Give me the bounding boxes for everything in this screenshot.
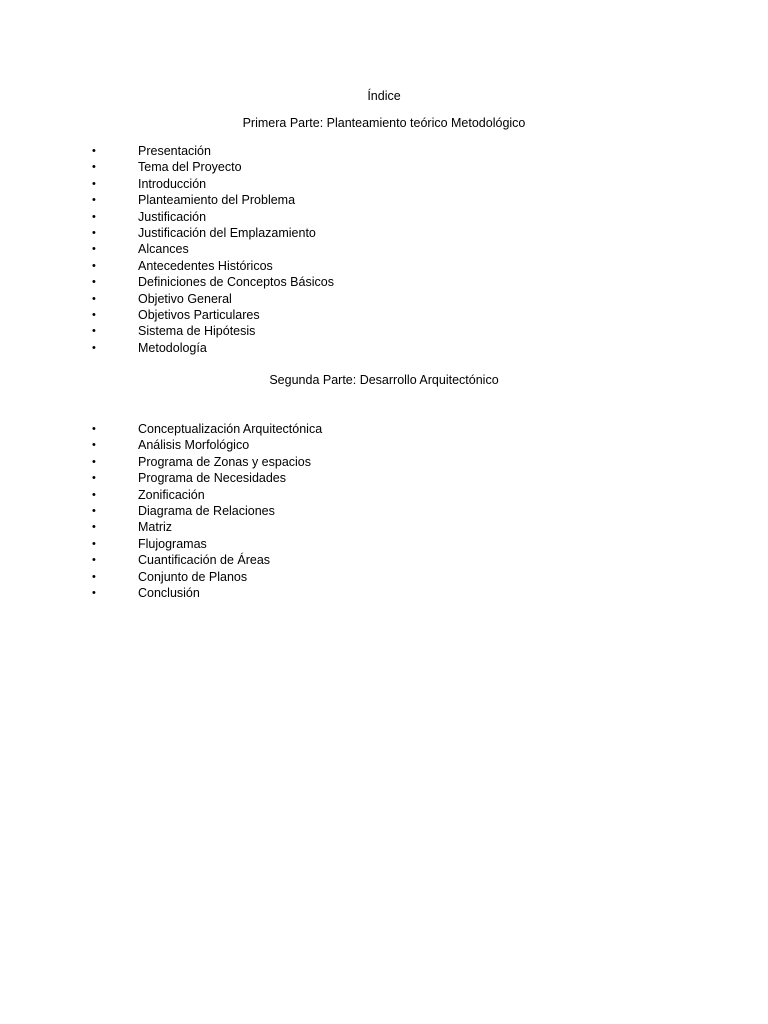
bullet-icon: •: [92, 586, 96, 599]
bullet-icon: •: [92, 308, 96, 321]
bullet-icon: •: [92, 504, 96, 517]
list-item-label: Cuantificación de Áreas: [138, 553, 271, 568]
bullet-icon: •: [92, 521, 96, 534]
list-item-label: Definiciones de Conceptos Básicos: [138, 275, 334, 290]
list-item-label: Alcances: [138, 242, 189, 257]
bullet-icon: •: [92, 325, 96, 338]
list-item-label: Flujogramas: [138, 536, 207, 551]
bullet-icon: •: [92, 439, 96, 452]
list-item-label: Matriz: [138, 520, 173, 535]
bullet-icon: •: [92, 570, 96, 583]
list-item: [0, 258, 768, 274]
list-item-label: Objetivos Particulares: [138, 307, 260, 322]
list-item-label: Programa de Necesidades: [138, 471, 286, 486]
list-item-label: Tema del Proyecto: [138, 160, 242, 175]
list-item: [0, 241, 768, 257]
bullet-icon: •: [92, 423, 96, 435]
list-item-label: Sistema de Hipótesis: [138, 324, 256, 339]
list-item-label: Conceptualización Arquitectónica: [138, 422, 323, 436]
list-item: [0, 585, 768, 601]
bullet-icon: •: [92, 292, 96, 305]
list-item: [0, 503, 768, 519]
bullet-icon: •: [92, 259, 96, 272]
list-item: [0, 176, 768, 192]
list-item: [0, 536, 768, 552]
list-item: [0, 192, 768, 208]
list-item-label: Conjunto de Planos: [138, 569, 248, 584]
part-two-heading: Segunda Parte: Desarrollo Arquitectónico: [269, 373, 499, 387]
bullet-icon: •: [92, 554, 96, 567]
list-item: [0, 143, 768, 159]
list-item-label: Presentación: [138, 144, 211, 158]
list-item: [0, 421, 768, 437]
list-item: [0, 323, 768, 339]
bullet-icon: •: [92, 537, 96, 550]
list-item: [0, 274, 768, 290]
list-item: [0, 307, 768, 323]
bullet-icon: •: [92, 194, 96, 207]
bullet-icon: •: [92, 455, 96, 468]
list-item-label: Programa de Zonas y espacios: [138, 454, 312, 469]
list-item: [0, 454, 768, 470]
list-item-label: Justificación del Emplazamiento: [138, 225, 316, 240]
list-item: [0, 209, 768, 225]
bullet-icon: •: [92, 472, 96, 485]
list-item: [0, 340, 768, 356]
list-item: [0, 519, 768, 535]
list-item-label: Justificación: [138, 209, 207, 224]
list-item: [0, 159, 768, 175]
list-item-label: Metodología: [138, 340, 207, 355]
part-two-list: [0, 421, 768, 601]
list-item-label: Zonificación: [138, 487, 205, 502]
bullet-icon: •: [92, 177, 96, 190]
bullet-icon: •: [92, 226, 96, 239]
bullet-icon: •: [92, 341, 96, 354]
list-item-label: Conclusión: [138, 585, 200, 600]
part-one-heading: Primera Parte: Planteamiento teórico Metodológico: [242, 116, 526, 130]
document-title: Índice: [367, 89, 401, 103]
list-item: [0, 552, 768, 568]
list-item-label: Antecedentes Históricos: [138, 258, 273, 273]
bullet-icon: •: [92, 210, 96, 223]
part-one-list: [0, 143, 768, 356]
list-item: [0, 291, 768, 307]
list-item: [0, 437, 768, 453]
list-item-label: Diagrama de Relaciones: [138, 503, 275, 518]
list-item-label: Análisis Morfológico: [138, 438, 250, 453]
list-item: [0, 487, 768, 503]
bullet-icon: •: [92, 488, 96, 501]
bullet-icon: •: [92, 161, 96, 174]
bullet-icon: •: [92, 243, 96, 256]
list-item: [0, 569, 768, 585]
list-item: [0, 225, 768, 241]
list-item-label: Objetivo General: [138, 291, 232, 306]
list-item-label: Planteamiento del Problema: [138, 193, 296, 208]
list-item-label: Introducción: [138, 176, 207, 191]
list-item: [0, 470, 768, 486]
bullet-icon: •: [92, 145, 96, 157]
bullet-icon: •: [92, 276, 96, 289]
